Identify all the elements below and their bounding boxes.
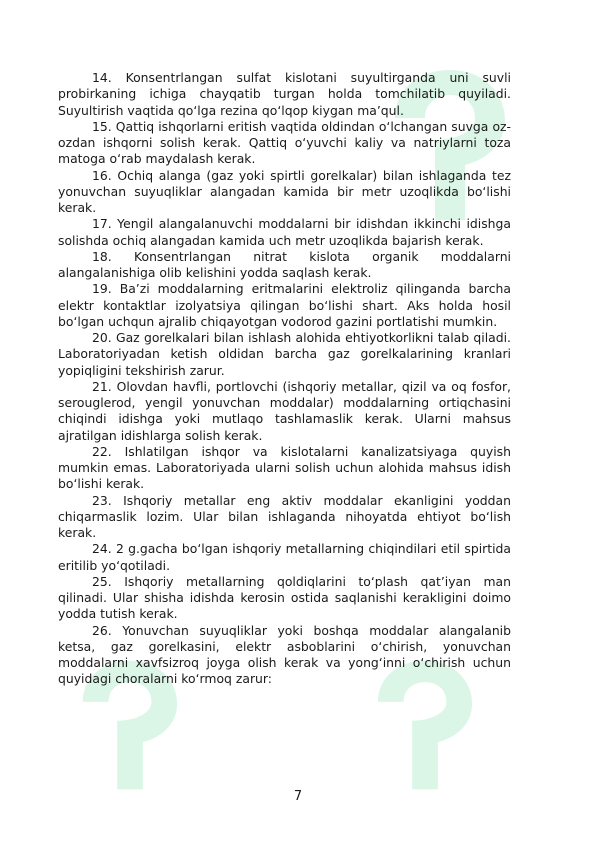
paragraph-22: 22. Ishlatilgan ishqor va kislotalarni kanalizatsiyaga quyish mumkin emas. Laboratoriyada ularni solish uchun alohida mahsus idish bo‘lishi kerak.: [58, 443, 511, 492]
paragraph-17: 17. Yengil alangalanuvchi moddalarni bir idishdan ikkinchi idishga solishda ochiq alangadan kamida uch metr uzoqlikda bajarish kerak.: [58, 216, 511, 248]
body-text: [58, 70, 511, 688]
page-number: 7: [293, 789, 303, 804]
paragraph-20: 20. Gaz gorelkalari bilan ishlash alohida ehtiyotkorlikni talab qiladi. Laboratoriyadan ketish oldidan barcha gaz gorelkalarining kranlari yopiqligini tekshirish zarur.: [58, 330, 511, 378]
paragraph-16: 16. Ochiq alanga (gaz yoki spirtli gorelkalar) bilan ishlaganda tez yonuvchan suyuqliklar alangadan kamida bir metr uzoqlikda bo‘lishi kerak.: [58, 167, 511, 215]
paragraph-24: 24. 2 g.gacha bo‘lgan ishqoriy metallarning chiqindilari etil spirtida eritilib yo‘qotiladi.: [58, 541, 511, 573]
paragraph-25: 25. Ishqoriy metallarning qoldiqlarini to‘plash qat’iyan man qilinadi. Ular shisha idishda kerosin ostida saqlanishi kerakligini doimo yodda tutish kerak.: [58, 573, 511, 622]
paragraph-18: 18. Konsentrlangan nitrat kislota organik moddalarni alangalanishiga olib kelishini yodda saqlash kerak.: [58, 248, 511, 280]
paragraph-23: 23. Ishqoriy metallar eng aktiv moddalar ekanligini yoddan chiqarmaslik lozim. Ular bilan ishlaganda nihoyatda ehtiyot bo‘lish kerak.: [58, 492, 511, 540]
paragraph-14: 14. Konsentrlangan sulfat kislotani suyultirganda uni suvli probirkaning ichiga chayqatib turgan holda tomchilatib quyiladi. Suyultirish vaqtida qo‘lga rezina qo‘lqop kiygan ma’qul.: [58, 70, 511, 118]
paragraph-19: 19. Ba’zi moddalarning eritmalarini elektroliz qilinganda barcha elektr kontaktlar izolyatsiya qilingan bo‘lishi shart. Aks holda hosil bo‘lgan uchqun ajralib chiqayotgan vodorod gazini portlatishi mumkin.: [58, 281, 511, 329]
paragraph-26: 26. Yonuvchan suyuqliklar yoki boshqa moddalar alangalanib ketsa, gaz gorelkasini, elektr asboblarini o‘chirish, yonuvchan moddalarni xavfsizroq joyga olish kerak va yong‘inni o‘chirish uchun quyidagi choralarni ko‘rmoq zarur:: [58, 622, 511, 687]
paragraph-21: 21. Olovdan havfli, portlovchi (ishqoriy metallar, qizil va oq fosfor, serouglerod, yengil yonuvchan moddalar) moddalarning ortiqchasini chiqindi idishga yoki mutlaqo tashlamaslik kerak. Ularni mahsus ajratilgan idishlarga solish kerak.: [58, 378, 511, 443]
paragraph-15: 15. Qattiq ishqorlarni eritish vaqtida oldindan o‘lchangan suvga oz-ozdan ishqorni solish kerak. Qattiq o‘yuvchi kaliy va natriylarni toza matoga o‘rab maydalash kerak.: [58, 118, 511, 167]
